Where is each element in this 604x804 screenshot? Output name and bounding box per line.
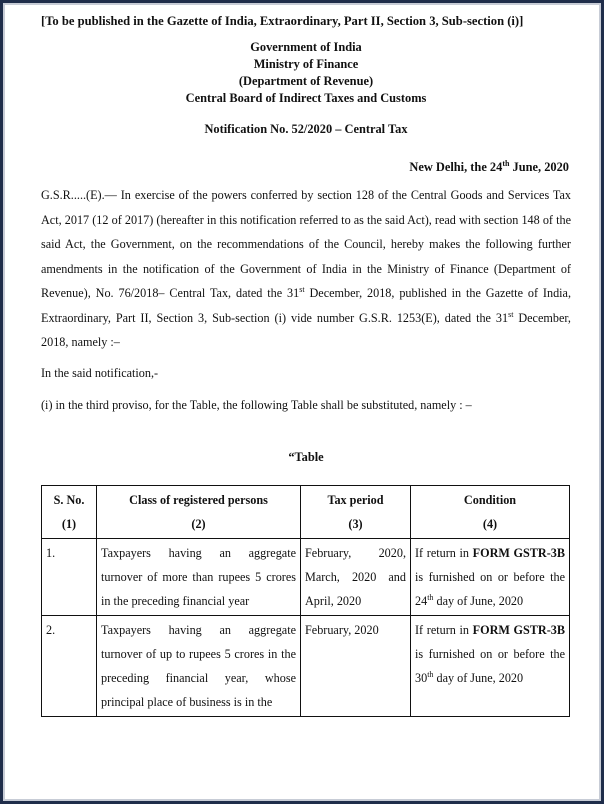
- table-row: [42, 538, 570, 615]
- header-period: [301, 485, 411, 538]
- notification-title: Notification No. 52/2020 – Central Tax: [204, 122, 408, 136]
- header-class-num: (2): [191, 516, 206, 531]
- gazette-header: [To be published in the Gazette of India, Extraordinary, Part II, Section 3, Sub-section (i)]: [41, 14, 524, 28]
- header-period-num: (3): [348, 516, 363, 531]
- row1-cond-b: is furnished on or before the 24: [415, 569, 565, 608]
- row1-sno: 1.: [42, 538, 97, 615]
- preamble-paragraph: [41, 183, 571, 355]
- header-class-label: Class of registered persons: [129, 492, 268, 507]
- authority-line-3: (Department of Revenue): [238, 74, 374, 88]
- header-period-label: Tax period: [327, 492, 384, 507]
- proviso-line: (i) in the third proviso, for the Table, the following Table shall be substituted, namely : –: [41, 397, 472, 412]
- preamble-part-c: December, 2018, namely :–: [41, 310, 571, 349]
- header-sno-num: (1): [61, 516, 77, 531]
- row2-period: February, 2020: [301, 615, 411, 716]
- date-sup: th: [502, 158, 510, 168]
- row2-cond-c: day of June, 2020: [433, 670, 524, 685]
- row1-cond-sup: th: [427, 592, 434, 602]
- row2-sno: 2.: [42, 615, 97, 716]
- substituted-table: [41, 485, 570, 717]
- row1-class: Taxpayers having an aggregate turnover of more than rupees 5 crores in the preceding financial year: [97, 538, 301, 615]
- row1-cond-a: If return in: [415, 545, 473, 560]
- header-sno-label: S. No.: [53, 492, 85, 507]
- row2-condition: [411, 615, 570, 716]
- notification-date: [41, 159, 571, 175]
- gazette-document: [41, 13, 571, 717]
- row2-cond-form: FORM GSTR-3B: [472, 622, 566, 637]
- row2-cond-b: is furnished on or before the 30: [415, 646, 565, 685]
- row1-cond-c: day of June, 2020: [433, 593, 524, 608]
- table-header-row: [42, 485, 570, 538]
- row1-cond-form: FORM GSTR-3B: [472, 545, 566, 560]
- issuing-authority: [41, 39, 571, 107]
- authority-line-1: Government of India: [250, 40, 362, 54]
- said-notification-line: In the said notification,-: [41, 365, 159, 380]
- header-condition: [411, 485, 570, 538]
- authority-line-2: Ministry of Finance: [253, 57, 359, 71]
- row1-period: February, 2020, March, 2020 and April, 2020: [301, 538, 411, 615]
- header-condition-label: Condition: [463, 492, 517, 507]
- preamble-part-a: G.S.R.....(E).— In exercise of the powers conferred by section 128 of the Central Goods and Services Tax Act, 2017 (12 of 2017) (hereafter in this notification referred to as the said Act), read with section 148 of the said Act, the Government, on the recommendations of the Council, hereby makes the following further amendments in the notification of the Government of India in the Ministry of Finance (Department of Revenue), No. 76/2018– Central Tax, dated the 31: [41, 188, 571, 300]
- row2-class: Taxpayers having an aggregate turnover of up to rupees 5 crores in the preceding financial year, whose principal place of business is in the: [97, 615, 301, 716]
- row1-condition: [411, 538, 570, 615]
- table-title: “Table: [288, 449, 324, 464]
- authority-line-4: Central Board of Indirect Taxes and Customs: [185, 91, 427, 105]
- row2-cond-a: If return in: [415, 622, 473, 637]
- date-prefix: New Delhi, the 24: [409, 160, 503, 174]
- header-class: [97, 485, 301, 538]
- table-row: [42, 615, 570, 716]
- preamble-part-b: December, 2018, published in the Gazette of India, Extraordinary, Part II, Section 3, Sub-section (i) vide number G.S.R. 1253(E), dated the 31: [41, 286, 572, 325]
- preamble-sup-2: st: [508, 309, 514, 319]
- header-sno: [42, 485, 97, 538]
- preamble-sup-1: st: [299, 284, 305, 294]
- row2-cond-sup: th: [427, 669, 434, 679]
- date-suffix: June, 2020: [509, 160, 569, 174]
- header-condition-num: (4): [482, 516, 498, 531]
